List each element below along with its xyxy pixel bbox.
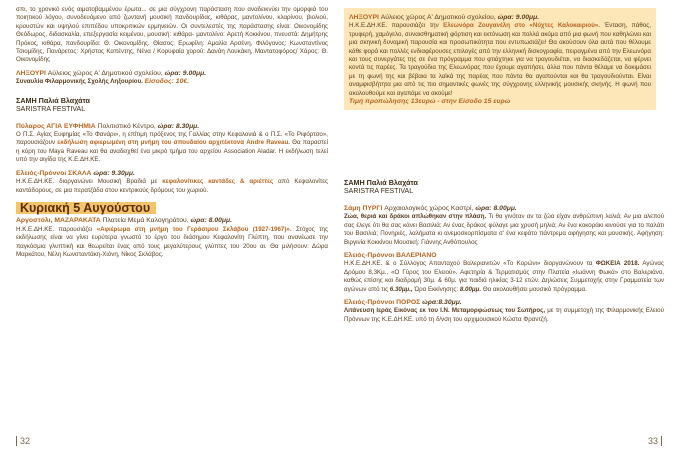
valeriano-time1: 6.30μμ., [389, 285, 413, 293]
valeriano-highlight: ΦΩΚΕΙΑ 2018. [595, 260, 640, 268]
pyrgi-title: Σάμη ΠΥΡΓΙ [344, 205, 383, 212]
lixouri-event-title [16, 70, 328, 78]
left-page [16, 0, 328, 454]
mazarakata-highlight: «Αφιέρωμα στη μνήμη του Γεράσιμου Σκλάβου (1927-1967)». [96, 225, 292, 233]
lixouri-desc: Συναυλία Φιλαρμονικής Σχολής Ληξουρίου. [16, 78, 143, 86]
valeriano-time2: 8.00μμ. [459, 285, 482, 293]
poros-event-title [344, 299, 664, 307]
lixouri-title: ΛΗΞΟΥΡΙ [16, 69, 46, 77]
mazarakata-text1: Η.Κ.Ε.ΔΗ.ΚΕ. παρουσιάζει [16, 225, 93, 233]
skala-text2: από Κεφαλονίτες καντάδορους, σε μια περατζάδα στου κεντρικούς δρόμους του χωριού. [16, 178, 328, 194]
lixouri-time: ώρα: 9.00μμ. [164, 69, 207, 77]
box-ticket: Τιμή προπώλησης 13ευρώ - στην Είσοδο 15 ευρώ [349, 98, 511, 106]
poros-text [344, 307, 664, 324]
right-samh-title: ΣΑΜΗ Παλιά Βλαχάτα [344, 178, 418, 187]
lixouri-line2 [16, 78, 328, 86]
poros-highlight: Λιτάνευση Ιεράς Εικόνας εκ του Ι.Ν. Μεταμορφώσεως του Σωτήρος, [344, 307, 546, 315]
box-text1: Η.Κ.Ε.ΔΗ.ΚΕ. παρουσιάζει την [349, 22, 439, 30]
mazarakata-text [16, 226, 328, 260]
page-number-right: 33 [648, 436, 662, 446]
valeriano-text1: Η.Κ.Ε.ΔΗ.ΚΕ. & ο Σύλλογος Απανταχού Βαλεριανιτών «Το Κορώνι» διοργανώνουν τα [344, 260, 593, 268]
samh-sub: SARISTRA FESTIVAL [16, 105, 86, 113]
sunday-heading: Κυριακή 5 Αυγούστου [16, 202, 156, 214]
right-lower-column [344, 178, 664, 324]
skala-text [16, 178, 328, 195]
agia-evfimia-text1: Ο Π.Σ. Αγίας Ευφημίας «Το Φανάρι», η επίτιμη πρόξενος της Γαλλίας στην Κεφαλονιά & ο Π.Σ. «Το Ριφόρτσο», παρουσιάζουν [16, 131, 328, 147]
samh-title: ΣΑΜΗ Παλιά Βλαχάτα [16, 95, 90, 105]
box-highlight: Ελεωνόρα Ζουγανέλη στο «Νύχτες Καλοκαιριού». [443, 22, 600, 30]
mazarakata-where: Πλατεία Μεμά Καλογηράτου, [102, 217, 189, 225]
page-number-left: 32 [16, 436, 30, 446]
agia-evfimia-where: Πολιτιστικό Κέντρο, [97, 122, 156, 130]
agia-evfimia-title: Πύλαρος ΑΓΙΑ ΕΥΦΗΜΙΑ [16, 122, 96, 130]
agia-evfimia-text2: Θα παραστεί η κόρη του Maya Raveau και θα αναδειχθεί ένα μικρό τμήμα του αρχείου Association Aladar. Η εκδήλωση τελεί υπό την αιγίδα της Κ.Ε.ΔΗ.ΚΕ. [16, 139, 328, 164]
lixouri-where: Αύλειος χώρος Α' Δημοτικού σχολείου, [47, 69, 163, 77]
poros-title: Ελειός-Πρόννοι ΠΟΡΟΣ [344, 299, 421, 307]
highlight-box [344, 8, 656, 110]
mazarakata-text2: Στόχος της εκδήλωσης είναι να γίνει ευρύτερα γνωστό το έργο του διάσημου Κεφαλονίτη Γλύπτη, που ανανέωσε την παγκόσμια γλυπτική και θεωρείται ένας από τους μεγαλύτερους γλύπτες του 20ου αι. Θα μιλήσουν: Δώρα Μαρκάτου, Νέλη Κωνσταντάκη-Χιόνη, Νίκος Σκλάβος. [16, 225, 328, 258]
box-where: Αύλειος χώρος Α' Δημοτικού σχολείου, [380, 14, 496, 21]
valeriano-text3: Ώρα Εκκίνησης: [414, 285, 459, 293]
mazarakata-event-title [16, 217, 328, 225]
pyrgi-desc: Τι θα γινόταν αν τα ζώα είχαν ανθρώπινη λαλιά; Αν μια αλεπού σας έλεγε ότι θα σας κάνει Βασιλιά; Αν ένας δράκος φύλαγε μια χρυσή μηλιά; Αν ένα κοκοράκι κινούσε για το παλάτι του Βασιλιά; Πονηριές, λαλήματα κι ανεμοσκορπίσματα σ' ένα κεφάτο πάντρεμα αφήγησης και μουσικής. Αφήγηση: Βιργινία Κοκκίνου Μουσική: Γιάννης Ανθόπουλος [344, 213, 665, 246]
pyrgi-text [344, 213, 664, 247]
pyrgi-event-title [344, 205, 664, 213]
valeriano-text4: Θα ακολουθήσει μουσικό πρόγραμμα. [482, 285, 587, 293]
poros-desc: με τη συμμετοχή της Φιλαρμονικής Ελειού Πρόννων της Κ.Ε.ΔΗ.ΚΕ. υπό τη δ/νση του αρχιμουσικού Κώστα Φραντζή. [344, 307, 664, 323]
pyrgi-highlight: Ζώα, θεριά και δράκοι απλώθηκαν στην πλάση. [344, 213, 487, 221]
agia-evfimia-time: ώρα: 8.30μμ. [157, 122, 200, 130]
agia-evfimia-event-title [16, 123, 328, 131]
skala-event-title [16, 170, 328, 178]
pyrgi-time: ώρα: 8.00μμ. [475, 205, 517, 212]
mazarakata-time: ώρα: 8.00μμ. [190, 217, 232, 225]
box-event-title [349, 14, 651, 22]
box-time: ώρα: 9.00μμ. [497, 14, 540, 21]
agia-evfimia-text [16, 131, 328, 165]
mazarakata-title: Αργοστόλι, ΜΑΖΑΡΑΚΑΤΑ [16, 217, 101, 225]
skala-time: ώρα: 9.30μμ. [93, 169, 135, 177]
agia-evfimia-highlight: εκδήλωση αφιερωμένη στη μνήμη του σπουδαίου αρχιτέκτονα Andre Raveau. [57, 139, 290, 147]
skala-title: Ελειός-Πρόννοι ΣΚΑΛΑ [16, 169, 92, 177]
skala-text1: Η.Κ.Ε.ΔΗ.ΚΕ. διοργανώνει Μουσική Βραδιά με [16, 178, 158, 186]
pyrgi-where: Αρχαιολογικός χώρος Καστρί, [384, 205, 474, 212]
intro-text: σπι, το χρονικό ενός αιματοβαμμένου έρωτα... σε μια σύγχρονη παράσταση που αναδεικνύει την ομορφιά του ποιητικού λόγου, συνοδευόμενο από ζωντανή μουσική πανδουρίδας, κιθάρας, μαντολίνου, κλαρίνου, βιολιού, κρουστών και υψηλού επιπέδου υποκριτικών ερμηνειών. Οι συντελεστές της παράστασης είναι: Οικονομίδης Θεόδωρος, διδασκαλία, επεξεργασία κειμένου, μουσική: κιθάρα- μαντολίνο: Αρετή Κοκκίνου, πνευστά: Δημήτρης Πρόκος, κιθάρα, πανδουρίδα: Θ. Οικονομίδης. Θίασος: Ερωφίλη: Αμαλία Αρσένη, Φιλόγονος: Κωνσταντίνος Τσιομίδης, Πανάρετος: Χρήστος Καπέντης, Νένα / Κορυφαία χορού: Δανάη Λουκάκη, Μαντατοφόρος/ Χάρος: Θ. Οικονομίδης [16, 6, 328, 64]
poros-time: ώρα:8.30μμ. [422, 299, 462, 307]
box-text [349, 22, 651, 98]
right-page [344, 0, 664, 454]
box-title: ΛΗΞΟΥΡΙ [349, 14, 379, 21]
lixouri-ticket: Είσοδος: 10€. [144, 78, 190, 86]
valeriano-text [344, 260, 664, 294]
right-samh-sub: SARISTRA FESTIVAL [344, 188, 414, 195]
skala-highlight: κεφαλονίτικες καντάδες & αριέττες [162, 178, 274, 186]
valeriano-text2: Αγώνας Δρόμου 8,3Κμ., «Ο Γύρος του Ελειού». Αφετηρία & Τερματισμός στην Πλατεία «Ιωάννη Φωκά» στο Βαλεριάνο, καθώς επίσης και διαδρομή 30μ. & 60μ. για παιδιά ηλικίας 3-12 ετών. Δηλώσεις Συμμετοχής στην Γραμματεία των αγώνων από τις [344, 260, 664, 293]
valeriano-title: Ελειός-Πρόννοι ΒΑΛΕΡΙΑΝΟ [344, 252, 437, 260]
box-text2: Ένταση, πάθος, τρυφερή, χαμόγελο, συναισθηματική φόρτιση και εκτόνωση και πολλά ακόμα από μια φωνή που καθηλώνει και μια σκηνική δυναμική παρουσία και προσωπικότητα που εντυπωσιάζει! Θα ακούσουν όλα αυτά που θέλουμε κάθε φορά και πολλές ενδιαφέρουσες επιλογές από την ελληνική δισκογραφία, πειραγμένα από την Ελεωνόρα και τους συνεργάτες της σε ένα πρόγραμμα που φτιάχτηκε για να τραγουδιέται, να διασκεδάζεται, να φέρνει κοντά τις παρέες. Τα τραγούδια της Ελεωνόρας που έχουμε αγαπήσει, άλλα που πάντα θέλαμε να δοκιμάσει με τη φωνή της και βέβαια τα λαϊκά της παρέας που πάντα θα αγαπούνται και θα τραγουδιούνται. Είναι αναμφισβήτητα μια από τις πιο σημαντικές φωνές της σύγχρονης ελληνικής μουσικής σκηνής. Η φωνή που ακολουθούμε και αγαπάμε να ακούμε! [349, 22, 651, 97]
